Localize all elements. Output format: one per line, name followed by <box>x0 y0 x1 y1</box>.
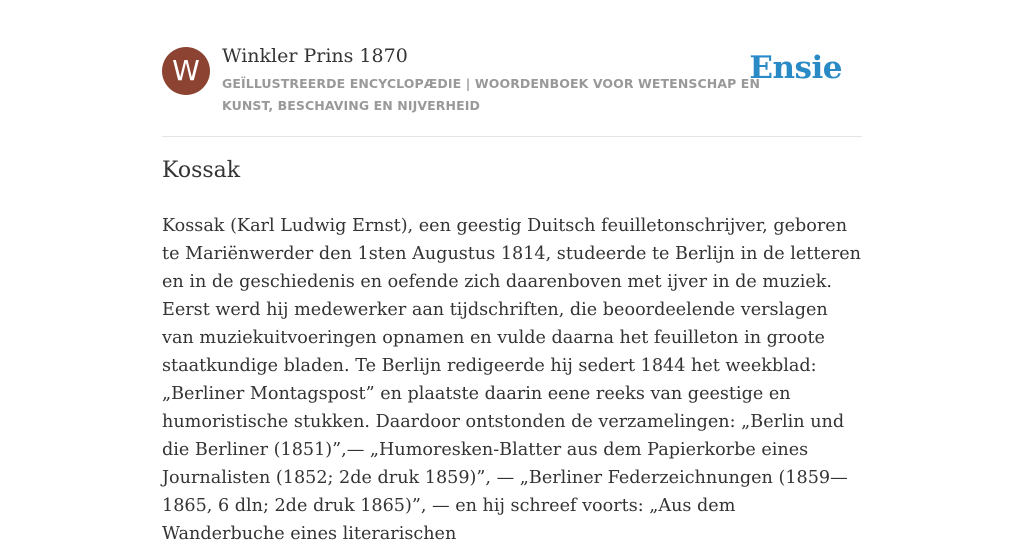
source-avatar[interactable]: W <box>162 47 210 95</box>
article-body: Kossak (Karl Ludwig Ernst), een geestig Duitsch feuilletonschrijver, geboren te Mariënwerder den 1sten Augustus 1814, studeerde te Berlijn in de letteren en in de geschiedenis en oefende zich daarenboven met ijver in de muziek. Eerst werd hij medewerker aan tijdschriften, die beoordeelende verslagen van muziekuitvoeringen opnamen en vulde daarna het feuilleton in groote staatkundige bladen. Te Berlijn redigeerde hij sedert 1844 het weekblad: „Berliner Montagspost” en plaatste daarin eene reeks van geestige en humoristische stukken. Daardoor ontstonden de verzamelingen: „Berlin und die Berliner (1851)”,— „Humoresken-Blatter aus dem Papierkorbe eines Journalisten (1852; 2de druk 1859)”, — „Berliner Federzeichnungen (1859—1865, 6 dln; 2de druk 1865)”, — en hij schreef voorts: „Aus dem Wanderbuche eines literarischen <box>162 216 861 544</box>
site-header <box>162 42 862 137</box>
article-title: Kossak <box>162 158 241 183</box>
source-title-link[interactable]: Winkler Prins 1870 <box>222 45 408 67</box>
source-subtitle: GEÏLLUSTREERDE ENCYCLOPÆDIE | WOORDENBOEK VOOR WETENSCHAP EN KUNST, BESCHAVING EN NIJVERHEID <box>222 76 761 113</box>
ensie-logo[interactable]: Ensie <box>749 50 842 86</box>
